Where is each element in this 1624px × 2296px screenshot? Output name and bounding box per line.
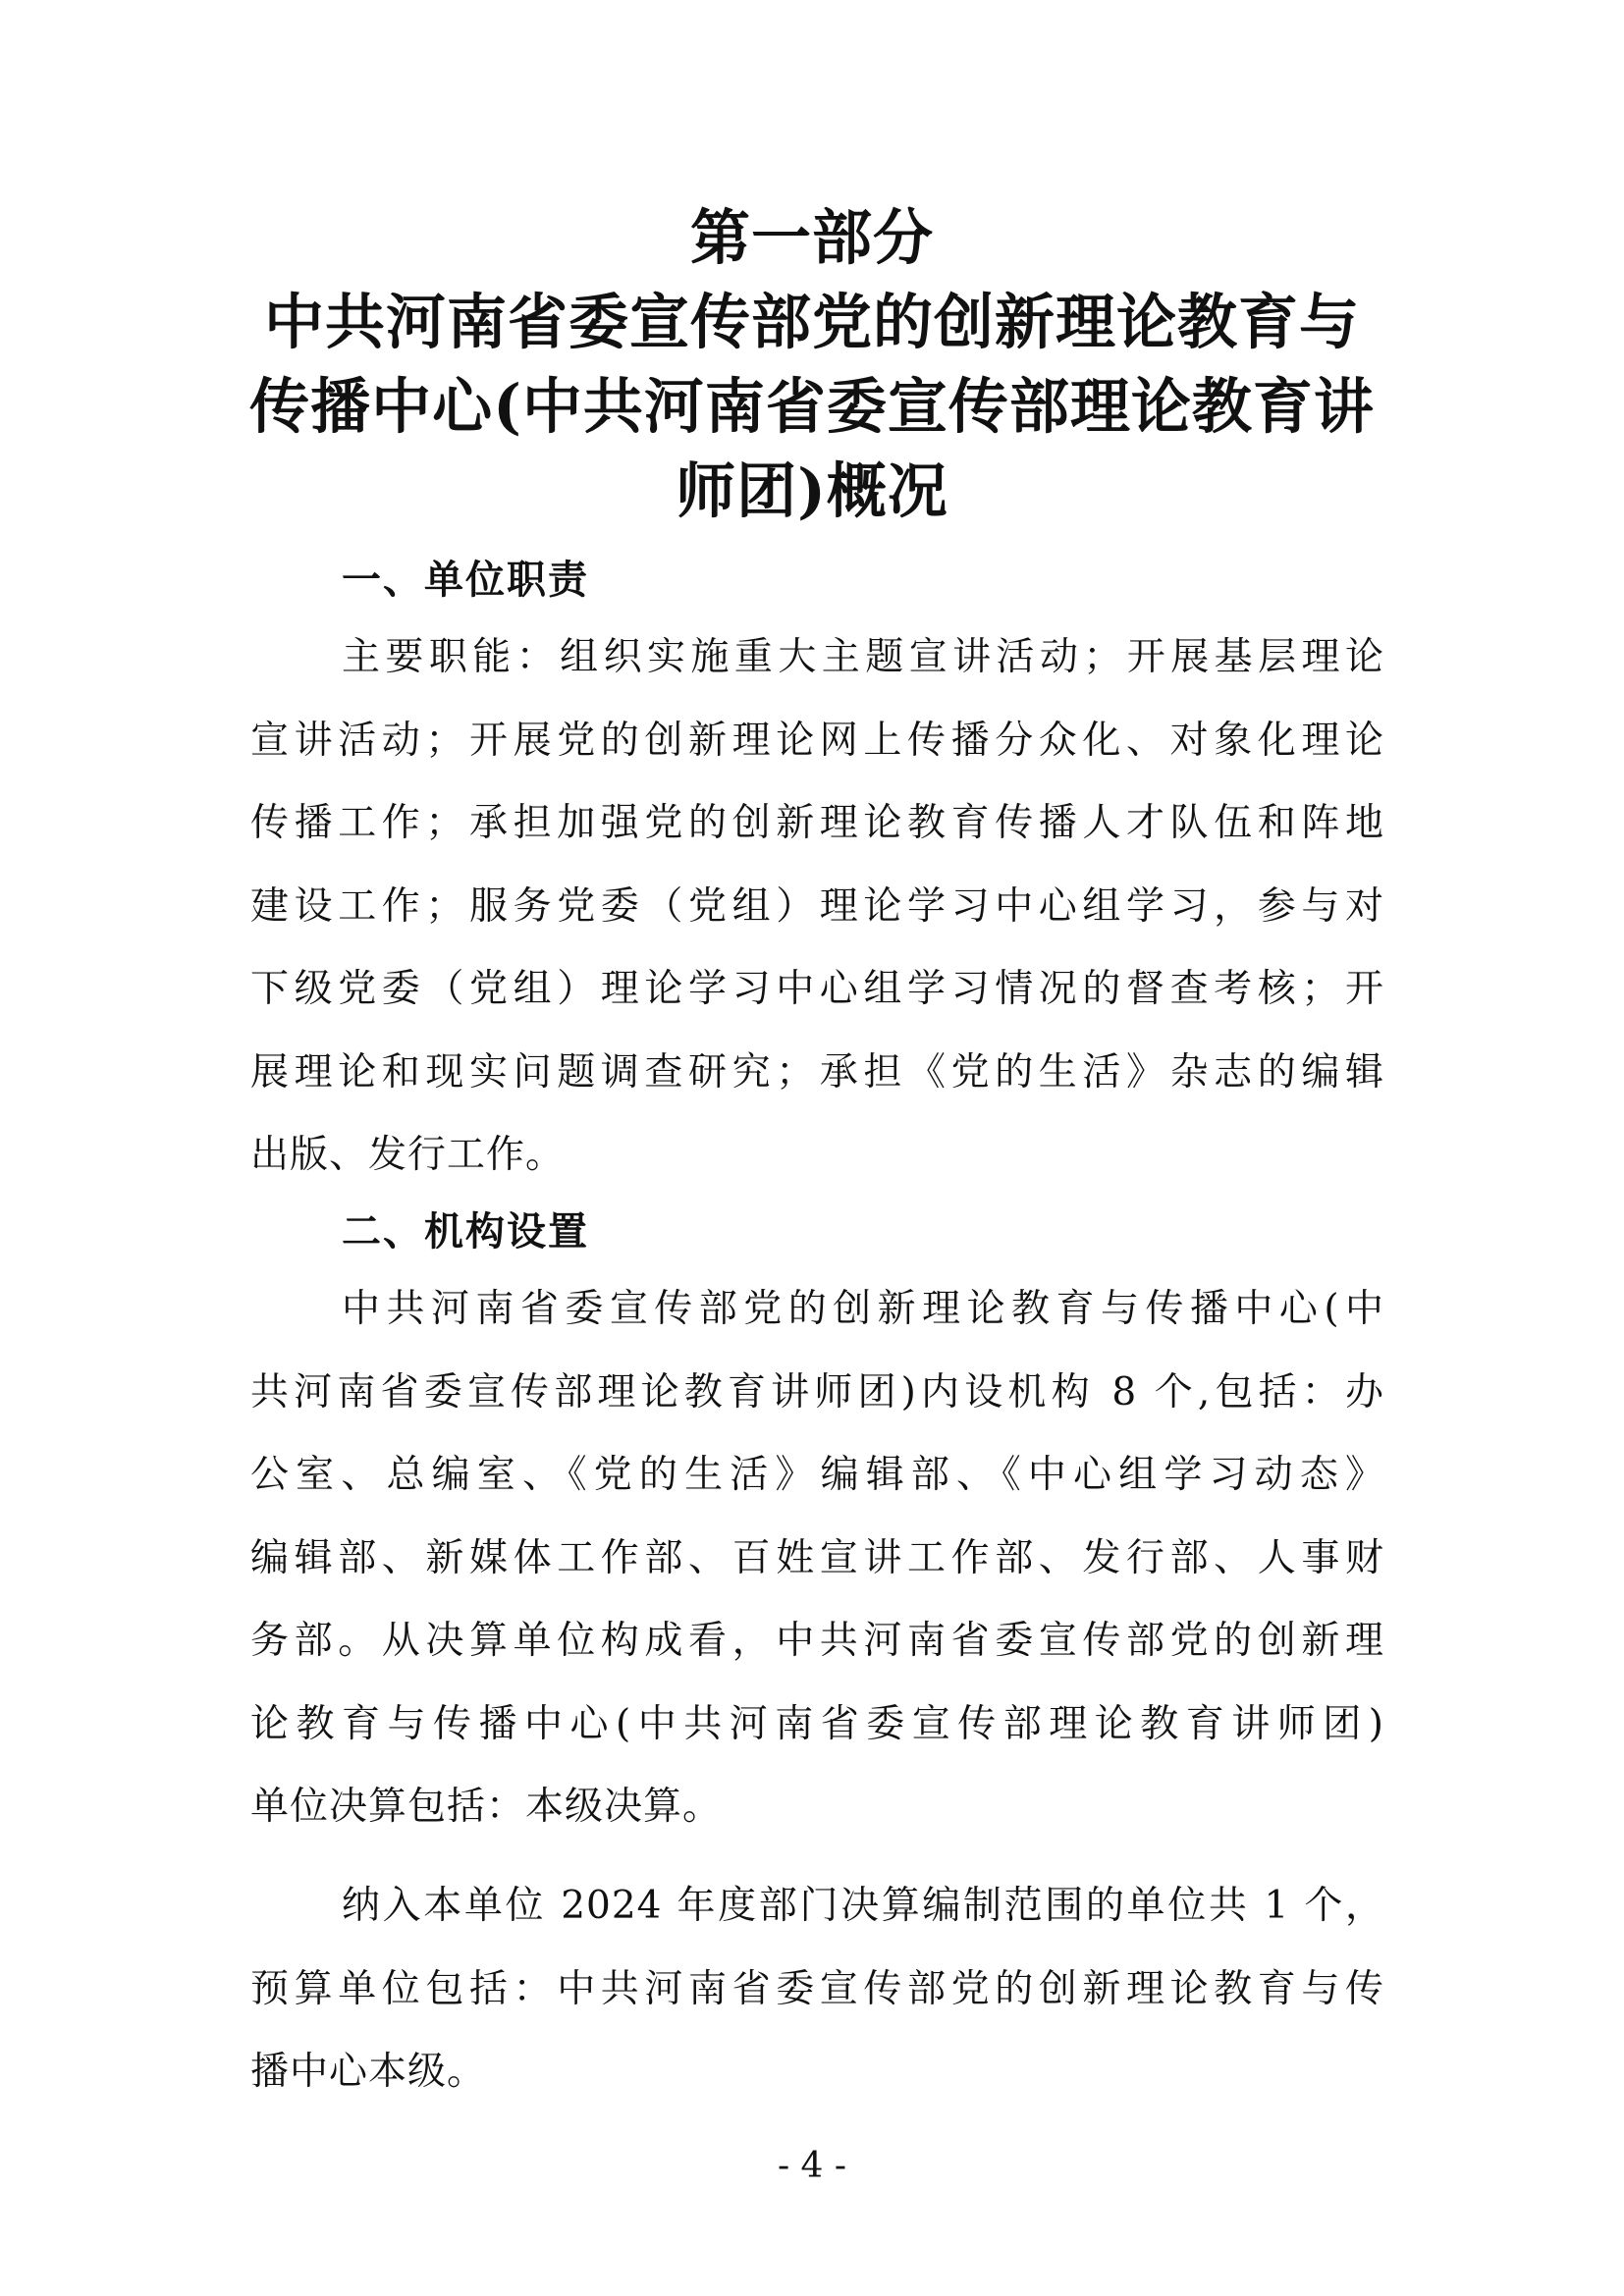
responsibilities-paragraph (250, 616, 1384, 1198)
paragraph-line: 论教育与传播中心(中共河南省委宣传部理论教育讲师团) (250, 1701, 1384, 1746)
paragraph-line: 出版、发行工作。 (250, 1133, 566, 1177)
title-line: 第一部分 (689, 203, 934, 273)
page-number: - 4 - (777, 2146, 847, 2186)
section-heading-responsibilities: 一、单位职责 (342, 558, 589, 603)
scope-paragraph (250, 1865, 1384, 2114)
section-heading-structure: 二、机构设置 (342, 1209, 589, 1255)
paragraph-line: 建设工作；服务党委（党组）理论学习中心组学习，参与对 (250, 883, 1384, 929)
paragraph-line: 主要职能：组织实施重大主题宣讲活动；开展基层理论 (342, 635, 1384, 679)
paragraph-line: 务部。从决算单位构成看，中共河南省委宣传部党的创新理 (250, 1619, 1384, 1663)
paragraph-line: 中共河南省委宣传部党的创新理论教育与传播中心(中 (342, 1287, 1384, 1331)
title-line: 师团)概况 (676, 456, 948, 526)
title-line: 传播中心(中共河南省委宣传部理论教育讲 (249, 372, 1375, 442)
paragraph-line: 单位决算包括：本级决算。 (250, 1785, 723, 1829)
paragraph-line: 共河南省委宣传部理论教育讲师团)内设机构 8 个,包括：办 (250, 1369, 1384, 1415)
document-title (226, 196, 1398, 534)
paragraph-line: 传播工作；承担加强党的创新理论教育传播人才队伍和阵地 (250, 801, 1384, 845)
title-line: 中共河南省委宣传部党的创新理论教育与 (263, 288, 1360, 357)
paragraph-line: 公室、总编室、《党的生活》编辑部、《中心组学习动态》 (250, 1453, 1384, 1497)
paragraph-line: 编辑部、新媒体工作部、百姓宣讲工作部、发行部、人事财 (250, 1535, 1384, 1580)
paragraph-line: 预算单位包括：中共河南省委宣传部党的创新理论教育与传 (250, 1966, 1384, 2011)
paragraph-line: 下级党委（党组）理论学习中心组学习情况的督查考核；开 (250, 967, 1384, 1011)
structure-paragraph (250, 1268, 1384, 1849)
paragraph-line: 宣讲活动；开展党的创新理论网上传播分众化、对象化理论 (250, 718, 1384, 763)
paragraph-line: 纳入本单位 2024 年度部门决算编制范围的单位共 1 个， (342, 1884, 1384, 1928)
paragraph-line: 展理论和现实问题调查研究；承担《党的生活》杂志的编辑 (250, 1049, 1384, 1095)
paragraph-line: 播中心本级。 (250, 2050, 487, 2094)
